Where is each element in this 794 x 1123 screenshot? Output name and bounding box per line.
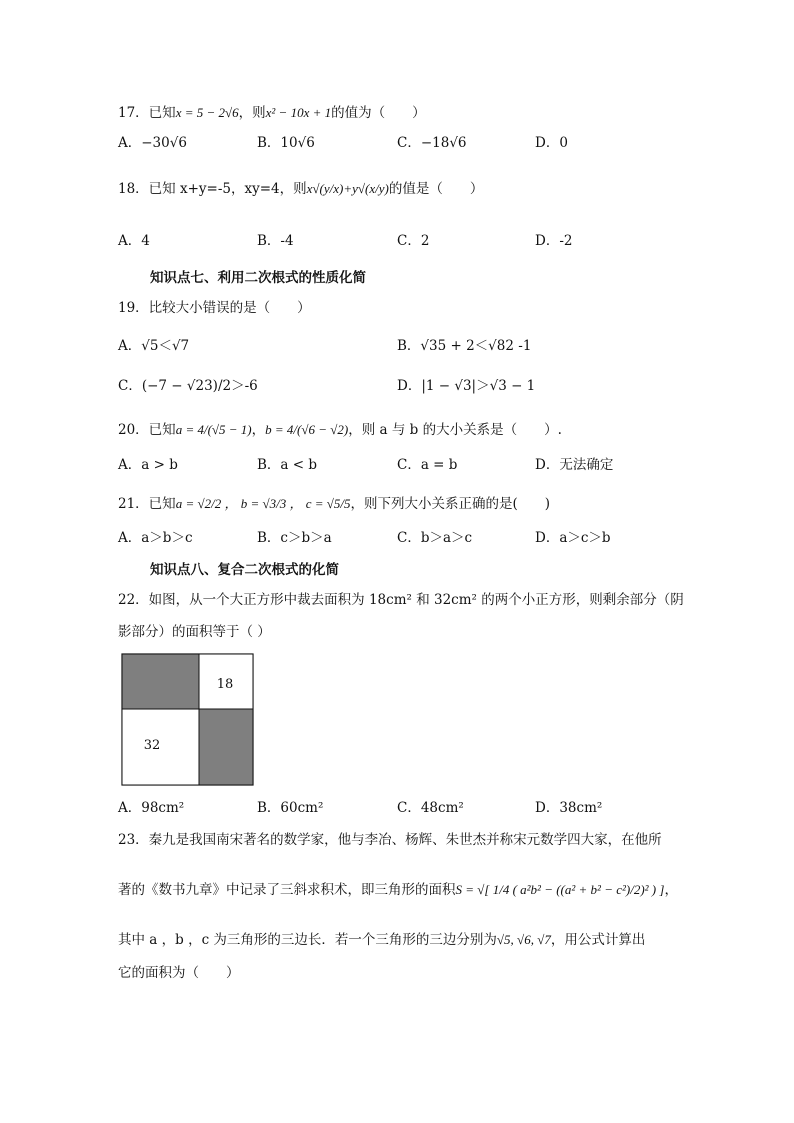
q23-line1: 23．秦九是我国南宋著名的数学家，他与李冶、杨辉、朱世杰并称宋元数学四大家，在他所 (118, 832, 662, 848)
q23-sides: √5, √6, √7 (496, 932, 551, 947)
q18-option-c: C．2 (397, 233, 430, 249)
q19-stem: 19．比较大小错误的是（ ） (118, 300, 311, 316)
q20-a-expr: a = 4/(√5 − 1) (175, 422, 252, 437)
q21-option-c: C．b＞a＞c (397, 530, 473, 546)
q17-option-d: D．0 (535, 135, 568, 151)
q17-stem: 17．已知x = 5 − 2√6，则x² − 10x + 1的值为（ ） (118, 105, 426, 121)
q20-stem: 20．已知a = 4/(√5 − 1)，b = 4/(√6 − √2)，则 a 与 b 的大小关系是（ ）. (118, 422, 562, 438)
q17-option-b: B．10√6 (257, 135, 315, 151)
q21-option-d: D．a＞c＞b (535, 530, 611, 546)
q23-line3: 其中 a ，b ，c 为三角形的三边长．若一个三角形的三边分别为√5, √6, √7，用公式计算出 (118, 932, 646, 948)
q18-option-a: A．4 (118, 233, 150, 249)
q20-option-a: A．a > b (118, 457, 178, 473)
q19-option-d: D．|1 − √3|＞√3 − 1 (397, 378, 536, 394)
q22-stem-line2: 影部分）的面积等于（ ） (118, 624, 271, 640)
small-square-32 (122, 709, 199, 785)
q23-line2: 著的《数书九章》中记录了三斜求积术，即三角形的面积S = √[ 1/4 ( a²b² − ((a² + b² − c²)/2)² ) ]， (118, 882, 678, 898)
q22-option-a: A．98cm² (118, 800, 185, 816)
q23-line4: 它的面积为（ ） (118, 965, 240, 981)
q22-stem-line1: 22．如图，从一个大正方形中裁去面积为 18cm² 和 32cm² 的两个小正方形，则剩余部分（阴 (118, 592, 684, 608)
q19-option-c: C．(−7 − √23)/2＞-6 (118, 378, 258, 394)
shaded-region-bottom-right (199, 709, 253, 785)
q23-formula: S = √[ 1/4 ( a²b² − ((a² + b² − c²)/2)² ) ] (455, 882, 665, 897)
label-18: 18 (216, 677, 234, 692)
q21-option-b: B．c＞b＞a (257, 530, 332, 546)
section-heading-7: 知识点七、利用二次根式的性质化简 (150, 270, 366, 286)
q17-given: x = 5 − 2√6 (175, 105, 239, 120)
section-heading-8: 知识点八、复合二次根式的化简 (150, 562, 339, 578)
q17-option-c: C．−18√6 (397, 135, 467, 151)
q22-option-b: B．60cm² (257, 800, 324, 816)
q18-option-b: B．-4 (257, 233, 294, 249)
q22-figure (121, 653, 255, 787)
q18-expr: x√(y/x)+y√(x/y) (306, 181, 389, 196)
q21-option-a: A．a＞b＞c (118, 530, 193, 546)
q21-exprs: a = √2/2 ， b = √3/3 ， c = √5/5 (175, 496, 351, 511)
q20-b-expr: b = 4/(√6 − √2) (265, 422, 349, 437)
q18-stem: 18．已知 x+y=-5，xy=4，则x√(y/x)+y√(x/y)的值是（ ） (118, 181, 484, 197)
q17-expr: x² − 10x + 1 (265, 105, 332, 120)
label-32: 32 (143, 738, 161, 753)
q18-option-d: D．-2 (535, 233, 573, 249)
q17-option-a: A．−30√6 (118, 135, 187, 151)
q19-option-b: B．√35 + 2＜√82 -1 (397, 338, 532, 354)
q20-option-c: C．a = b (397, 457, 458, 473)
shaded-region-top-left (122, 654, 199, 709)
q22-option-d: D．38cm² (535, 800, 603, 816)
q20-option-b: B．a < b (257, 457, 318, 473)
q19-option-a: A．√5＜√7 (118, 338, 190, 354)
q21-stem: 21．已知a = √2/2 ， b = √3/3 ， c = √5/5，则下列大小关系正确的是( ) (118, 496, 551, 512)
q22-option-c: C．48cm² (397, 800, 464, 816)
q20-option-d: D．无法确定 (535, 457, 614, 473)
